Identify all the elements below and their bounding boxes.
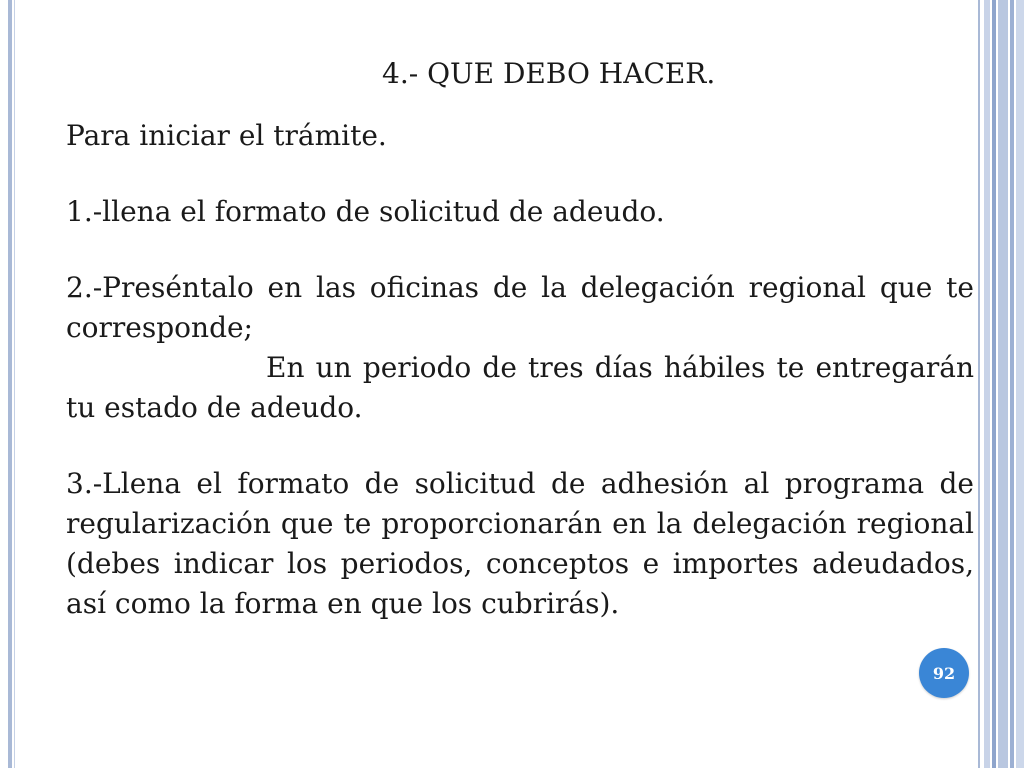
left-frame-line bbox=[8, 0, 12, 768]
step-2-line-2: En un periodo de tres días hábiles te entregarán tu estado de adeudo. bbox=[66, 351, 974, 424]
right-frame-bar bbox=[984, 0, 990, 768]
slide-title: 4.- QUE DEBO HACER. bbox=[382, 57, 716, 90]
intro-text: Para iniciar el trámite. bbox=[66, 119, 387, 152]
step-1: 1.-llena el formato de solicitud de adeudo. bbox=[66, 195, 665, 228]
step-2 bbox=[66, 268, 974, 428]
right-frame-bar bbox=[998, 0, 1008, 768]
right-frame-bar bbox=[992, 0, 996, 768]
left-frame-line-inner bbox=[14, 0, 15, 768]
right-frame-bar bbox=[978, 0, 980, 768]
right-frame-bar bbox=[1010, 0, 1014, 768]
slide-content bbox=[66, 54, 974, 660]
right-frame-bar bbox=[1016, 0, 1024, 768]
page-number-badge: 92 bbox=[919, 648, 969, 698]
step-2-line-1: 2.-Preséntalo en las oficinas de la delegación regional que te corresponde; bbox=[66, 271, 974, 344]
step-3: 3.-Llena el formato de solicitud de adhesión al programa de regularización que te proporcionarán en la delegación regional (debes indicar los periodos, conceptos e importes adeudados, así como la forma en que los cubrirás). bbox=[66, 467, 974, 620]
